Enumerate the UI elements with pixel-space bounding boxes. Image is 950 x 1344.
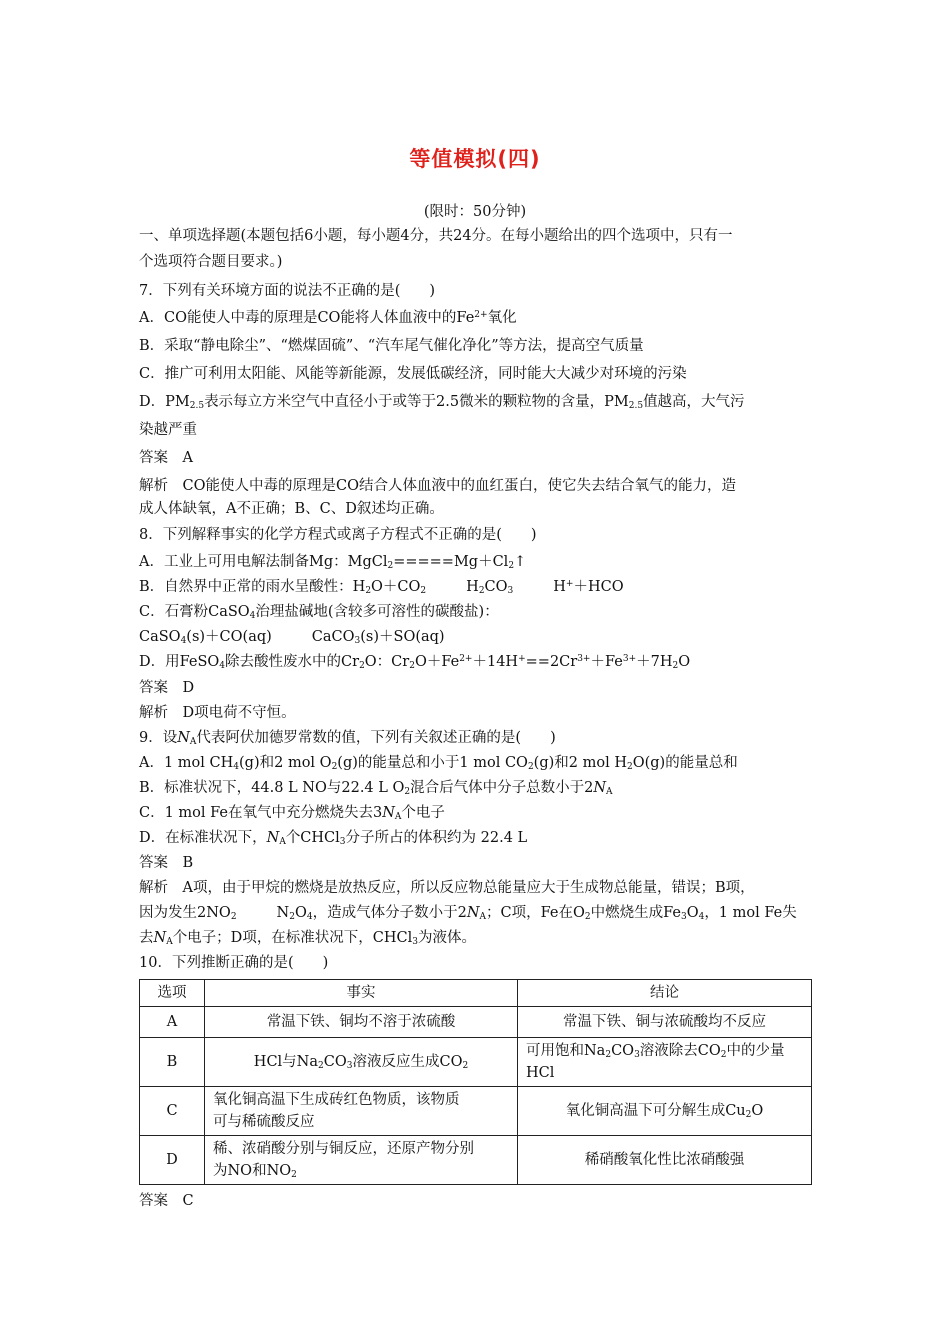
header-fact: 事实 [205, 980, 518, 1007]
time-limit: (限时：50分钟) [423, 204, 527, 220]
q10-table [139, 979, 812, 1185]
q9-option-c: C．1 mol Fe在氧气中充分燃烧失去$3N_A$个电子 [139, 805, 445, 822]
q9-option-a: A．1 mol $CH_4(g)$和2 mol $O_2(g)$的能量总和小于1 mol $CO_2(g)$和2 mol $H_2O(g)$的能量总和 [139, 755, 738, 772]
q7-option-d-line-1: D．$PM_{2.5}$表示每立方米空气中直径小于或等于2.5微米的颗粒物的含量，$PM_{2.5}$值越高，大气污 [139, 394, 745, 411]
q8-stem: 8．下列解释事实的化学方程式或离子方程式不正确的是( ) [139, 527, 537, 543]
table-header-row [140, 980, 812, 1007]
q8-answer: 答案 D [139, 680, 195, 696]
q7-explanation-line-1: 解析 CO能使人中毒的原理是CO结合人体血液中的血红蛋白，使它失去结合氧气的能力，造 [139, 478, 736, 494]
row-a-fact: 常温下铁、铜均不溶于浓硫酸 [205, 1007, 518, 1038]
q8-option-a: A．工业上可用电解法制备Mg：$MgCl_2=====Mg+Cl_2↑$ [139, 554, 527, 571]
q9-explanation-line-3: 去$N_A$个电子；D项，在标准状况下，CHCl$_3$为液体。 [139, 930, 477, 947]
q8-explanation: 解析 D项电荷不守恒。 [139, 705, 296, 721]
header-option: 选项 [140, 980, 205, 1007]
q7-explanation-line-2: 成人体缺氧，A不正确；B、C、D叙述均正确。 [139, 501, 444, 517]
row-c-conclusion: 氧化铜高温下可分解生成$Cu_2O$ [518, 1087, 812, 1136]
table-row [140, 1007, 812, 1038]
q7-option-a: A．CO能使人中毒的原理是CO能将人体血液中的$Fe^{2+}$氧化 [139, 310, 517, 326]
row-b-fact: HCl与$Na_2CO_3$溶液反应生成$CO_2$ [205, 1038, 518, 1087]
row-d-fact: 稀、浓硝酸分别与铜反应，还原产物分别 为NO和$NO_2$ [205, 1136, 518, 1185]
row-b-option: B [140, 1038, 205, 1087]
table-row [140, 1136, 812, 1185]
table-row [140, 1087, 812, 1136]
q7-option-c: C．推广可利用太阳能、风能等新能源，发展低碳经济，同时能大大减少对环境的污染 [139, 366, 687, 382]
row-a-option: A [140, 1007, 205, 1038]
header-conclusion: 结论 [518, 980, 812, 1007]
row-c-option: C [140, 1087, 205, 1136]
section-heading-line-1: 一、单项选择题(本题包括6小题，每小题4分，共24分。在每小题给出的四个选项中，只有一 [139, 228, 733, 244]
row-b-conclusion: 可用饱和$Na_2CO_3$溶液除去$CO_2$中的少量 HCl [518, 1038, 812, 1087]
section-heading-line-2: 个选项符合题目要求。) [139, 254, 283, 270]
q9-option-b: B．标准状况下，44.8 L NO与22.4 L $O_2$混合后气体中分子总数小于$2N_A$ [139, 780, 613, 797]
page-title: 等值模拟(四) [409, 147, 541, 171]
row-d-conclusion: 稀硝酸氧化性比浓硝酸强 [518, 1136, 812, 1185]
q9-stem: 9．设$N_A$代表阿伏加德罗常数的值，下列有关叙述正确的是( ) [139, 730, 556, 747]
row-c-fact: 氧化铜高温下生成砖红色物质，该物质 可与稀硫酸反应 [205, 1087, 518, 1136]
q8-option-c-line-2: CaSO$_4$(s)＋CO(aq) CaCO$_3$(s)＋SO(aq) [139, 629, 445, 646]
q9-explanation-line-2: 因为发生$2NO_2$ $N_2O_4$，造成气体分子数小于$2N_A$；C项，Fe在$O_2$中燃烧生成$Fe_3O_4$，1 mol Fe失 [139, 905, 797, 922]
q9-option-d: D．在标准状况下，$N_A$个CHCl$_3$分子所占的体积约为 22.4 L [139, 830, 528, 847]
q9-answer: 答案 B [139, 855, 194, 871]
q10-stem: 10．下列推断正确的是( ) [139, 955, 329, 971]
q8-option-b: B．自然界中正常的雨水呈酸性：$H_2O+CO_2$ $H_2CO_3$ H+＋HCO [139, 579, 624, 596]
row-d-option: D [140, 1136, 205, 1185]
q8-option-d: D．用FeSO$_4$除去酸性废水中的$Cr_2O$：$Cr_2O+Fe^{2+}+14H^+==2Cr^{3+}+Fe^{3+}+7H_2O$ [139, 654, 691, 671]
q8-option-c-line-1: C．石膏粉CaSO$_4$治理盐碱地(含较多可溶性的碳酸盐)： [139, 604, 499, 621]
q7-option-d-line-2: 染越严重 [139, 422, 197, 438]
q9-explanation-line-1: 解析 A项，由于甲烷的燃烧是放热反应，所以反应物总能量应大于生成物总能量，错误；B项， [139, 880, 755, 896]
q7-answer: 答案 A [139, 450, 193, 466]
table-row [140, 1038, 812, 1087]
row-a-conclusion: 常温下铁、铜与浓硫酸均不反应 [518, 1007, 812, 1038]
q7-stem: 7．下列有关环境方面的说法不正确的是( ) [139, 283, 436, 299]
q10-answer: 答案 C [139, 1193, 194, 1209]
q7-option-b: B．采取“静电除尘”、“燃煤固硫”、“汽车尾气催化净化”等方法，提高空气质量 [139, 338, 644, 354]
